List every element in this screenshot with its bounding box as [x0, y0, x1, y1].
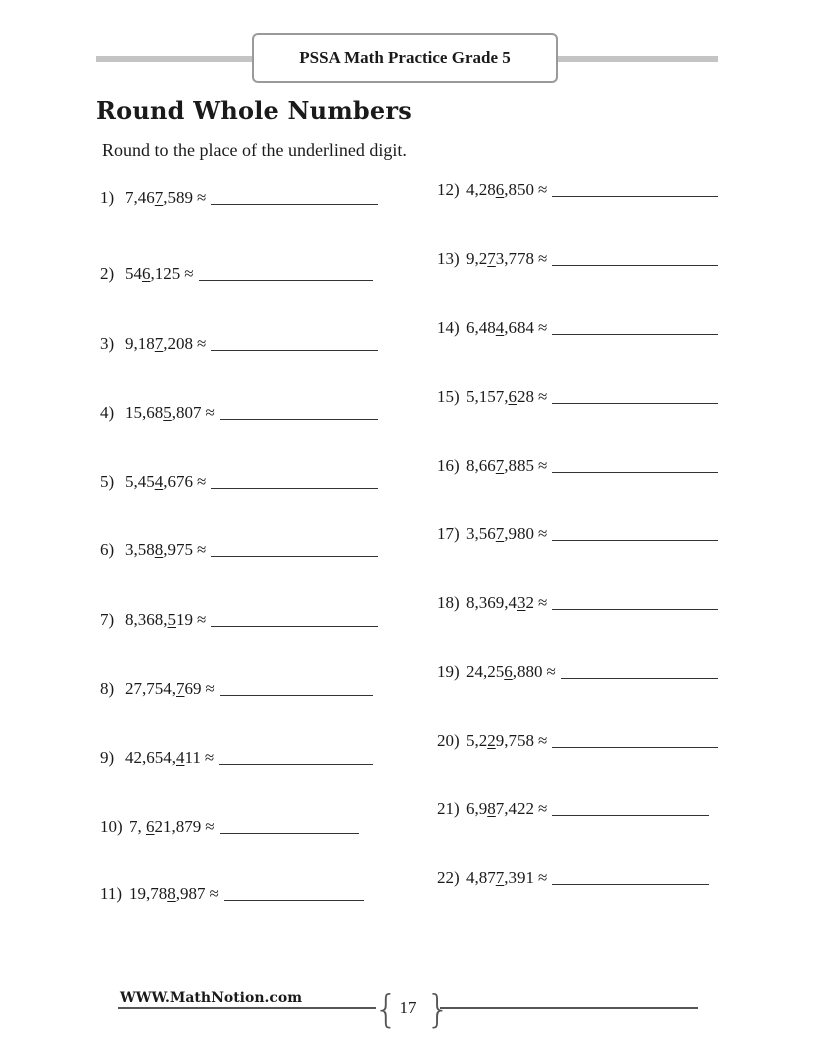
value-prefix: 7,46 [125, 188, 155, 207]
problem-item [100, 262, 373, 284]
value-prefix: 42,654, [125, 748, 176, 767]
underlined-digit: 6 [508, 387, 517, 406]
problem-number-value [466, 249, 534, 269]
problem-number-value [129, 884, 206, 904]
answer-blank[interactable] [552, 471, 718, 473]
section-title: Round Whole Numbers [96, 96, 412, 125]
value-suffix: ,125 [150, 264, 181, 283]
value-suffix: 3,778 [495, 249, 534, 268]
underlined-digit: 6 [146, 817, 155, 836]
underlined-digit: 3 [517, 593, 526, 612]
answer-blank[interactable] [561, 677, 718, 679]
approx-symbol: ≈ [197, 472, 207, 491]
problem-number: 16) [437, 456, 460, 475]
approx-symbol: ≈ [205, 817, 215, 836]
problem-number: 17) [437, 524, 460, 543]
problem-item [100, 677, 373, 699]
problem-number: 21) [437, 799, 460, 818]
value-suffix: ,807 [171, 403, 202, 422]
problem-item [437, 316, 718, 338]
underlined-digit: 7 [495, 524, 505, 543]
problem-number-value [125, 472, 193, 492]
answer-blank[interactable] [552, 746, 718, 748]
value-suffix: ,684 [504, 318, 534, 337]
underlined-digit: 6 [495, 180, 505, 199]
problem-number: 12) [437, 180, 460, 199]
problem-number-value [125, 403, 202, 423]
value-suffix: 9,758 [495, 731, 534, 750]
problem-number-value [125, 264, 180, 284]
value-suffix: ,975 [163, 540, 193, 559]
value-suffix: ,208 [163, 334, 193, 353]
problem-item [100, 538, 378, 560]
problem-item [437, 385, 718, 407]
approx-symbol: ≈ [538, 524, 548, 543]
approx-symbol: ≈ [538, 180, 548, 199]
underlined-digit: 7 [154, 334, 164, 353]
problem-number-value [466, 456, 534, 476]
problem-number-value [125, 334, 193, 354]
answer-blank[interactable] [552, 402, 718, 404]
approx-symbol: ≈ [197, 188, 207, 207]
problem-number-value [125, 748, 201, 768]
value-prefix: 4,28 [466, 180, 496, 199]
answer-blank[interactable] [211, 487, 378, 489]
header-rule-right [558, 56, 718, 62]
value-suffix: ,589 [163, 188, 193, 207]
value-suffix: ,880 [512, 662, 543, 681]
footer-brace-left: { [374, 987, 399, 1031]
problem-item [437, 660, 718, 682]
problem-item [437, 454, 718, 476]
value-prefix: 5,157, [466, 387, 509, 406]
footer-rule-right [440, 1007, 698, 1009]
answer-blank[interactable] [199, 279, 373, 281]
instructions: Round to the place of the underlined digit. [102, 140, 407, 160]
problem-number-value [466, 662, 543, 682]
problem-number: 20) [437, 731, 460, 750]
value-prefix: 19,78 [129, 884, 168, 903]
footer-brace-right: } [426, 987, 451, 1031]
answer-blank[interactable] [552, 195, 718, 197]
value-prefix: 8,66 [466, 456, 496, 475]
problem-item [100, 332, 378, 354]
answer-blank[interactable] [220, 418, 378, 420]
value-prefix: 9,18 [125, 334, 155, 353]
value-prefix: 6,48 [466, 318, 496, 337]
answer-blank[interactable] [552, 333, 718, 335]
approx-symbol: ≈ [197, 334, 207, 353]
approx-symbol: ≈ [546, 662, 556, 681]
answer-blank[interactable] [552, 539, 718, 541]
approx-symbol: ≈ [538, 318, 548, 337]
underlined-digit: 8 [167, 884, 176, 903]
underlined-digit: 6 [504, 662, 513, 681]
value-suffix: 21,879 [154, 817, 202, 836]
problem-item [437, 729, 718, 751]
value-prefix: 5,45 [125, 472, 155, 491]
problem-item [437, 866, 709, 888]
approx-symbol: ≈ [538, 456, 548, 475]
value-suffix: 19 [176, 610, 193, 629]
problem-item [100, 815, 359, 837]
underlined-digit: 5 [167, 610, 176, 629]
problem-item [100, 186, 378, 208]
problem-number-value [466, 524, 534, 544]
footer-url[interactable]: WWW.MathNotion.com [120, 990, 303, 1006]
value-suffix: 11 [184, 748, 201, 767]
value-suffix: 7,422 [495, 799, 534, 818]
underlined-digit: 7 [495, 868, 505, 887]
underlined-digit: 5 [163, 403, 172, 422]
problem-number: 3) [100, 334, 115, 353]
approx-symbol: ≈ [538, 593, 548, 612]
header-rule-left [96, 56, 252, 62]
approx-symbol: ≈ [205, 403, 215, 422]
problem-number: 13) [437, 249, 460, 268]
problem-number-value [466, 868, 534, 888]
header-title: PSSA Math Practice Grade 5 [252, 33, 558, 83]
value-suffix: ,885 [504, 456, 534, 475]
problem-number: 18) [437, 593, 460, 612]
problem-number: 14) [437, 318, 460, 337]
problem-item [437, 178, 718, 200]
problem-number: 2) [100, 264, 115, 283]
approx-symbol: ≈ [204, 748, 215, 767]
underlined-digit: 6 [142, 264, 151, 283]
answer-blank[interactable] [219, 763, 373, 765]
underlined-digit: 7 [176, 679, 185, 698]
value-prefix: 8,369,4 [466, 593, 517, 612]
underlined-digit: 4 [176, 748, 185, 767]
value-suffix: 69 [184, 679, 202, 698]
value-suffix: 28 [517, 387, 534, 406]
answer-blank[interactable] [552, 883, 709, 885]
value-prefix: 54 [125, 264, 142, 283]
approx-symbol: ≈ [184, 264, 194, 283]
problem-number: 9) [100, 748, 115, 767]
underlined-digit: 8 [487, 799, 496, 818]
problem-number-value [466, 318, 534, 338]
page-number: 17 [399, 998, 417, 1017]
problem-item [100, 608, 378, 630]
problem-item [100, 746, 373, 768]
problem-number-value [129, 817, 201, 837]
answer-blank[interactable] [552, 814, 709, 816]
problem-number-value [466, 731, 534, 751]
problem-number: 15) [437, 387, 460, 406]
approx-symbol: ≈ [209, 884, 219, 903]
footer-rule-left [118, 1007, 376, 1009]
problem-item [437, 797, 709, 819]
answer-blank[interactable] [224, 899, 364, 901]
value-prefix: 24,25 [466, 662, 505, 681]
underlined-digit: 7 [495, 456, 505, 475]
problem-number-value [466, 387, 534, 407]
problem-number: 11) [100, 884, 123, 903]
value-prefix: 5,2 [466, 731, 488, 750]
value-prefix: 4,87 [466, 868, 496, 887]
problem-item [437, 522, 718, 544]
problem-number: 22) [437, 868, 460, 887]
value-prefix: 6,9 [466, 799, 488, 818]
problem-number: 19) [437, 662, 460, 681]
underlined-digit: 2 [487, 731, 496, 750]
approx-symbol: ≈ [538, 868, 548, 887]
problem-item [437, 591, 718, 613]
value-suffix: ,980 [504, 524, 534, 543]
problem-number-value [466, 799, 534, 819]
problem-number: 5) [100, 472, 115, 491]
underlined-digit: 7 [487, 249, 496, 268]
problem-number: 7) [100, 610, 115, 629]
problem-item [437, 247, 718, 269]
underlined-digit: 4 [495, 318, 505, 337]
value-suffix: ,676 [163, 472, 193, 491]
value-prefix: 9,2 [466, 249, 488, 268]
answer-blank[interactable] [211, 349, 378, 351]
problem-item [100, 470, 378, 492]
problem-number-value [125, 610, 193, 630]
answer-blank[interactable] [220, 832, 359, 834]
problem-number: 1) [100, 188, 115, 207]
answer-blank[interactable] [211, 555, 378, 557]
value-prefix: 3,56 [466, 524, 496, 543]
approx-symbol: ≈ [197, 610, 207, 629]
problem-number-value [125, 540, 193, 560]
problem-number: 4) [100, 403, 115, 422]
answer-blank[interactable] [211, 203, 378, 205]
problem-number-value [466, 593, 534, 613]
approx-symbol: ≈ [538, 249, 548, 268]
answer-blank[interactable] [220, 694, 373, 696]
underlined-digit: 4 [154, 472, 164, 491]
approx-symbol: ≈ [205, 679, 215, 698]
answer-blank[interactable] [552, 264, 718, 266]
answer-blank[interactable] [211, 625, 378, 627]
approx-symbol: ≈ [538, 799, 548, 818]
value-suffix: ,850 [504, 180, 534, 199]
problem-number-value [125, 679, 202, 699]
underlined-digit: 8 [154, 540, 164, 559]
problem-number-value [125, 188, 193, 208]
value-prefix: 8,368, [125, 610, 168, 629]
approx-symbol: ≈ [197, 540, 207, 559]
problem-number-value [466, 180, 534, 200]
problem-number: 8) [100, 679, 115, 698]
value-prefix: 7, [129, 817, 146, 836]
value-suffix: 2 [525, 593, 534, 612]
answer-blank[interactable] [552, 608, 718, 610]
underlined-digit: 7 [154, 188, 164, 207]
problem-number: 6) [100, 540, 115, 559]
value-suffix: ,391 [504, 868, 534, 887]
problem-item [100, 401, 378, 423]
value-prefix: 3,58 [125, 540, 155, 559]
value-prefix: 27,754, [125, 679, 176, 698]
value-prefix: 15,68 [125, 403, 164, 422]
approx-symbol: ≈ [538, 387, 548, 406]
value-suffix: ,987 [175, 884, 206, 903]
problem-item [100, 882, 364, 904]
approx-symbol: ≈ [538, 731, 548, 750]
problem-number: 10) [100, 817, 123, 836]
